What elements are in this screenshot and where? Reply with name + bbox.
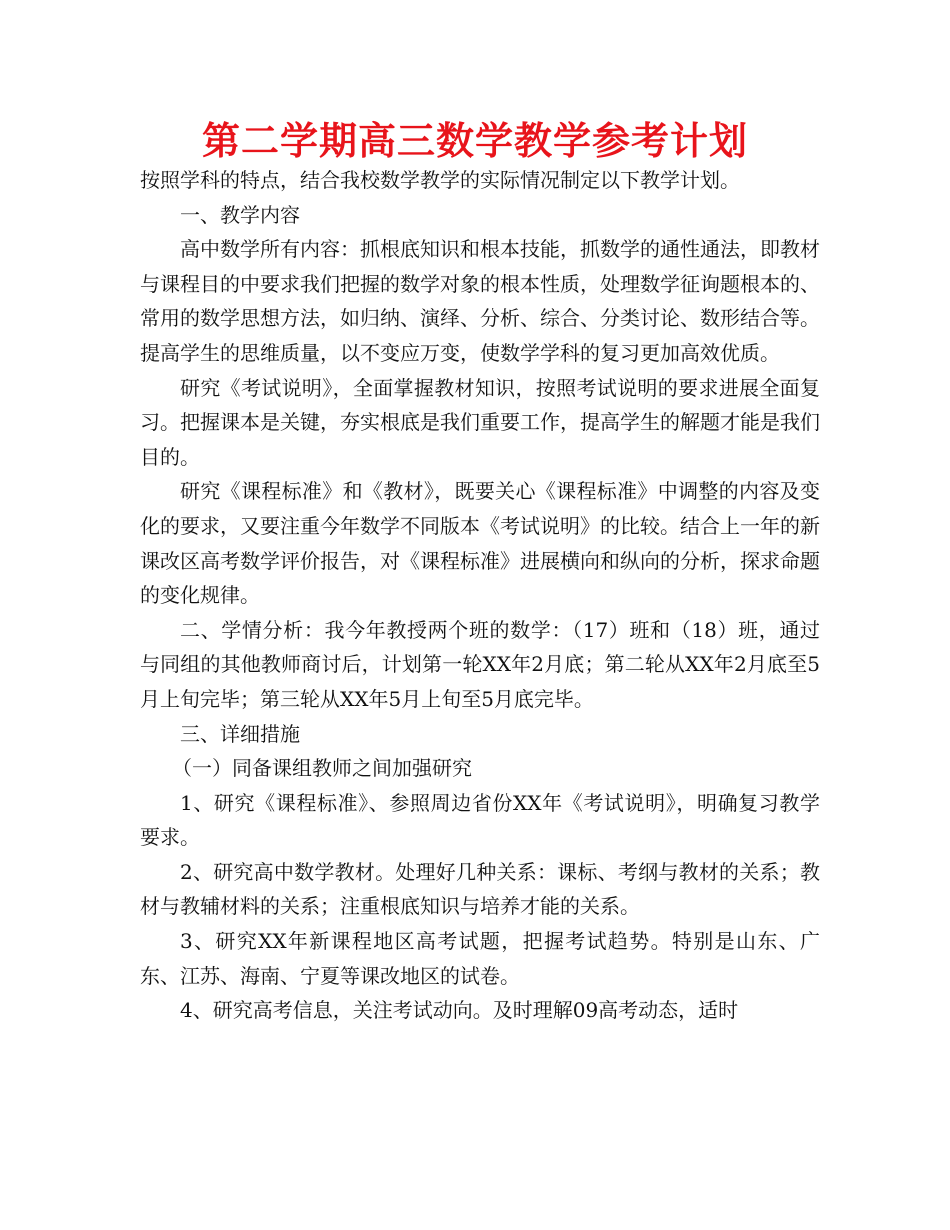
list-item-3: 3、研究XX年新课程地区高考试题，把握考试趋势。特别是山东、广东、江苏、海南、宁夏等课改地区的试卷。 — [140, 929, 820, 988]
paragraph-intro: 按照学科的特点，结合我校数学教学的实际情况制定以下教学计划。 — [140, 168, 740, 192]
section-heading-measures: 三、详细措施 — [180, 721, 300, 746]
document-body — [140, 163, 820, 1028]
list-item-1: 1、研究《课程标准》、参照周边省份XX年《考试说明》，明确复习教学要求。 — [140, 790, 820, 850]
paragraph-student-analysis: 二、学情分析：我今年教授两个班的数学：（17）班和（18）班，通过与同组的其他教师商讨后，计划第一轮XX年2月底；第二轮从XX年2月底至5月上旬完毕；第三轮从XX年5月上旬至5月底完毕。 — [140, 617, 820, 711]
subsection-heading-research: （一）同备课组教师之间加强研究 — [172, 756, 472, 781]
document-title: 第二学期高三数学教学参考计划 — [201, 119, 748, 163]
paragraph-exam-guide: 研究《考试说明》，全面掌握教材知识，按照考试说明的要求进展全面复习。把握课本是关键，夯实根底是我们重要工作，提高学生的解题才能是我们目的。 — [140, 375, 820, 469]
paragraph-curriculum-standard: 研究《课程标准》和《教材》，既要关心《课程标准》中调整的内容及变化的要求，又要注重今年数学不同版本《考试说明》的比较。结合上一年的新课改区高考数学评价报告，对《课程标准》进展横向和纵向的分析，探求命题的变化规律。 — [140, 479, 820, 608]
list-item-4: 4、研究高考信息，关注考试动向。及时理解09高考动态，适时 — [180, 998, 739, 1023]
paragraph-content: 高中数学所有内容：抓根底知识和根本技能，抓数学的通性通法，即教材与课程目的中要求我们把握的数学对象的根本性质，处理数学征询题根本的、常用的数学思想方法，如归纳、演绎、分析、综合、分类讨论、数形结合等。提高学生的思维质量，以不变应万变，使数学学科的复习更加高效优质。 — [140, 237, 820, 365]
list-item-2: 2、研究高中数学教材。处理好几种关系：课标、考纲与教材的关系；教材与教辅材料的关系；注重根底知识与培养才能的关系。 — [140, 859, 820, 919]
section-heading-teaching-content: 一、教学内容 — [180, 202, 300, 227]
